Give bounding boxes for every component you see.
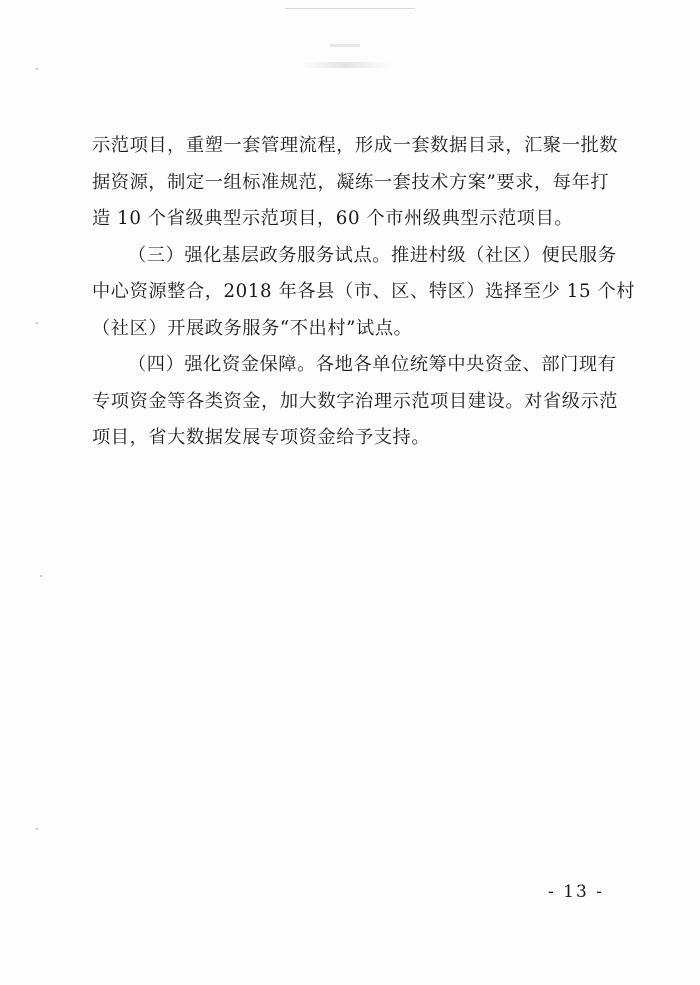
scan-speck — [36, 68, 38, 70]
faint-header-smudge — [300, 62, 390, 68]
text-line: 中心资源整合，2018 年各县（市、区、特区）选择至少 15 个村 — [92, 281, 636, 302]
faint-header-mark — [330, 44, 360, 47]
paragraph-2 — [92, 238, 636, 348]
text-line: （社区）开展政务服务“不出村”试点。 — [92, 317, 413, 339]
text-line: 据资源，制定一组标准规范，凝练一套技术方案”要求，每年打 — [92, 171, 610, 193]
text-line: 项目，省大数据发展专项资金给予支持。 — [92, 427, 431, 448]
page-number: - 13 - — [548, 882, 604, 902]
paragraph-1 — [92, 128, 619, 238]
scan-speck — [36, 828, 38, 830]
scan-speck — [40, 575, 42, 577]
text-line: （三）强化基层政务服务试点。推进村级（社区）便民服务 — [128, 244, 617, 266]
scan-speck — [36, 322, 38, 324]
text-line: （四）强化资金保障。各地各单位统筹中央资金、部门现有 — [128, 354, 617, 375]
scan-top-rule — [285, 8, 415, 9]
body-text — [92, 128, 636, 457]
paragraph-3 — [92, 347, 619, 457]
text-line: 示范项目，重塑一套管理流程，形成一套数据目录，汇聚一批数 — [92, 135, 619, 156]
text-line: 造 10 个省级典型示范项目，60 个市州级典型示范项目。 — [92, 208, 574, 229]
text-line: 专项资金等各类资金，加大数字治理示范项目建设。对省级示范 — [92, 390, 619, 412]
